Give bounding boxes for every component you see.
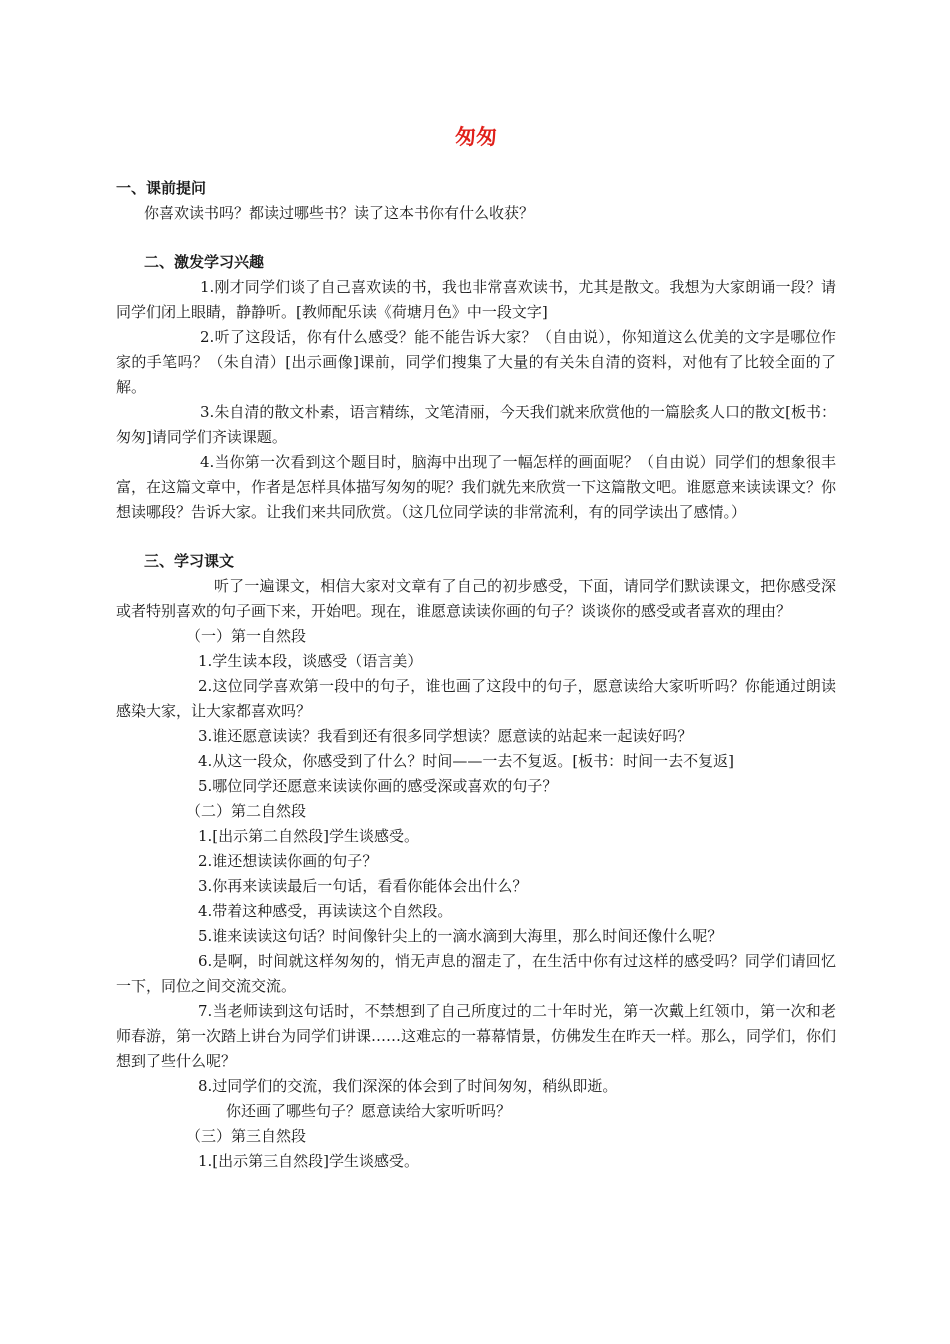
section-2-item: 3.朱自清的散文朴素，语言精练，文笔清丽，今天我们就来欣赏他的一篇脍炙人口的散文[板书：匆匆]请同学们齐读课题。 xyxy=(116,403,836,446)
subsection-3-item: 1.[出示第三自然段]学生谈感受。 xyxy=(198,1152,420,1170)
subsection-2-item: 3.你再来读读最后一句话，看看你能体会出什么？ xyxy=(198,877,528,895)
subsection-2-item: 7.当老师读到这句话时，不禁想到了自己所度过的二十年时光，第一次戴上红领巾，第一次和老师春游，第一次踏上讲台为同学们讲课……这难忘的一幕幕情景，仿佛发生在昨天一样。那么，同学们，你们想到了些什么呢？ xyxy=(116,1002,837,1070)
section-heading-3: 三、学习课文 xyxy=(144,552,235,570)
subsection-label-1: （一）第一自然段 xyxy=(186,627,307,645)
subsection-2-item: 6.是啊，时间就这样匆匆的，悄无声息的溜走了，在生活中你有过这样的感受吗？同学们请回忆一下，同位之间交流交流。 xyxy=(116,952,836,995)
subsection-2-item: 2.谁还想读读你画的句子？ xyxy=(198,852,378,870)
section-3-lead: 听了一遍课文，相信大家对文章有了自己的初步感受，下面，请同学们默读课文，把你感受深或者特别喜欢的句子画下来，开始吧。现在，谁愿意读读你画的句子？谈谈你的感受或者喜欢的理由？ xyxy=(116,577,836,620)
document-page xyxy=(116,122,836,1174)
subsection-2-item: 5.谁来读读这句话？时间像针尖上的一滴水滴到大海里，那么时间还像什么呢？ xyxy=(198,927,723,945)
subsection-2-extra: 你还画了哪些句子？愿意读给大家听听吗？ xyxy=(226,1102,512,1120)
subsection-1-item: 2.这位同学喜欢第一段中的句子，谁也画了这段中的句子，愿意读给大家听听吗？你能通过朗读感染大家，让大家都喜欢吗？ xyxy=(116,677,836,720)
subsection-label-3: （三）第三自然段 xyxy=(186,1127,307,1145)
section-1-text: 你喜欢读书吗？都读过哪些书？读了这本书你有什么收获？ xyxy=(144,204,535,222)
document-title: 匆匆 xyxy=(455,125,497,149)
subsection-1-item: 4.从这一段众，你感受到了什么？时间——一去不复返。[板书：时间一去不复返] xyxy=(198,752,735,770)
section-heading-1: 一、课前提问 xyxy=(116,179,207,197)
subsection-1-item: 1.学生读本段，谈感受（语言美） xyxy=(198,652,423,670)
subsection-1-item: 3.谁还愿意读读？我看到还有很多同学想读？愿意读的站起来一起读好吗？ xyxy=(198,727,693,745)
subsection-2-item: 8.过同学们的交流，我们深深的体会到了时间匆匆，稍纵即逝。 xyxy=(198,1077,618,1095)
section-2-item: 2.听了这段话，你有什么感受？能不能告诉大家？（自由说），你知道这么优美的文字是哪位作家的手笔吗？（朱自清）[出示画像]课前，同学们搜集了大量的有关朱自清的资料，对他有了比较全面的了解。 xyxy=(116,328,836,396)
section-2-item: 1.刚才同学们谈了自己喜欢读的书，我也非常喜欢读书，尤其是散文。我想为大家朗诵一段？请同学们闭上眼睛，静静听。[教师配乐读《荷塘月色》中一段文字] xyxy=(116,278,836,321)
subsection-2-item: 1.[出示第二自然段]学生谈感受。 xyxy=(198,827,420,845)
subsection-label-2: （二）第二自然段 xyxy=(186,802,307,820)
subsection-2-item: 4.带着这种感受，再读读这个自然段。 xyxy=(198,902,453,920)
section-2-item: 4.当你第一次看到这个题目时，脑海中出现了一幅怎样的画面呢？（自由说）同学们的想象很丰富，在这篇文章中，作者是怎样具体描写匆匆的呢？我们就先来欣赏一下这篇散文吧。谁愿意来读读课文？你想读哪段？告诉大家。让我们来共同欣赏。（这几位同学读的非常流利，有的同学读出了感情。） xyxy=(116,453,837,521)
subsection-1-item: 5.哪位同学还愿意来读读你画的感受深或喜欢的句子？ xyxy=(198,777,558,795)
section-heading-2: 二、激发学习兴趣 xyxy=(144,253,265,271)
